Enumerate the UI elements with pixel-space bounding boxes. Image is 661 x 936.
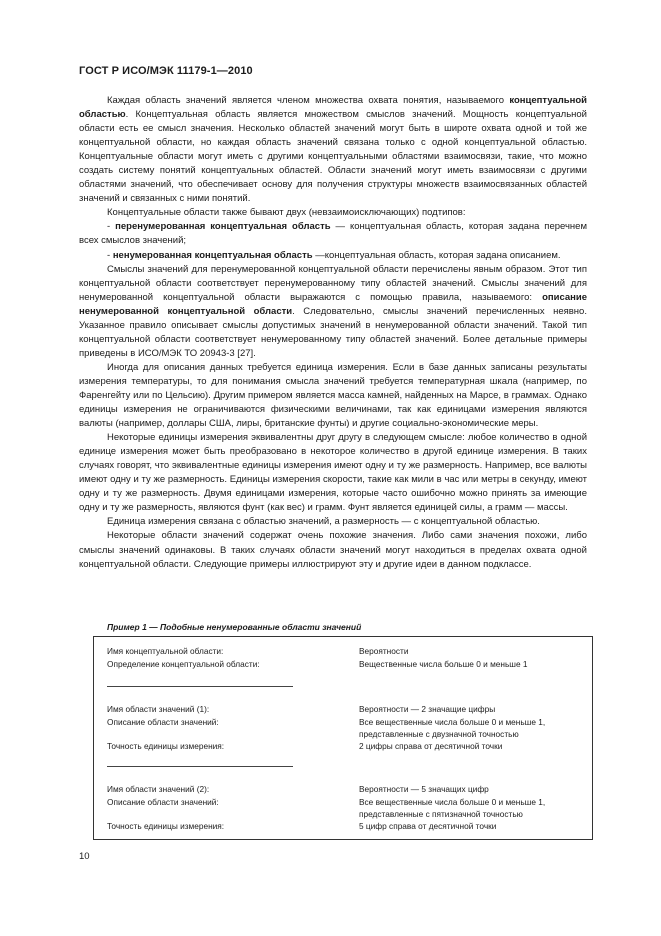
paragraph-unit-of-measure: Иногда для описания данных требуется единица измерения. Если в базе данных записаны результаты измерения температуры, то для понимания смысла значений требуется температурная шкала (например, по Фаренгейту или по Цельсию). Другим примером является масса камней, найденных на Марсе, в граммах. Однако единицы измерения не ограничиваются физическими величинами, так как единицами измерения являются валюты (например, доллары США, лиры, британские фунты) и другие социально-экономические меры. [79,361,587,430]
term-conceptual-domain: концептуальной областью [79,95,587,121]
example-title: Пример 1 — Подобные ненумерованные области значений [107,622,362,632]
example-value: представленные с пятизначной точностью [359,809,523,819]
paragraph-conceptual-domain [79,94,587,206]
list-item-non-enumerated [79,249,587,263]
body-text [79,94,587,572]
example-label: Определение концептуальной области: [107,659,260,669]
paragraph-similar-domains: Некоторые области значений содержат очень похожие значения. Либо сами значения похожи, либо смыслы значений одинаковы. В таких случаях области значений могут находиться в пределах охвата одной концептуальной области. Следующие примеры иллюстрируют эту и другие идеи в данном подклассе. [79,530,587,570]
example-label: Имя области значений (1): [107,704,210,714]
separator-line [107,766,293,767]
example-label: Имя концептуальной области: [107,646,224,656]
paragraph-unit-relation: Единица измерения связана с областью значений, а размерность — с концептуальной областью. [107,516,540,528]
example-value: Вещественные числа больше 0 и меньше 1 [359,659,528,669]
list-item-enumerated [79,220,587,248]
example-value: 2 цифры справа от десятичной точки [359,741,503,751]
paragraph-subtypes: Концептуальные области также бывают двух (невзаимоисключающих) подтипов: [107,207,466,219]
paragraph-dimensionality: Некоторые единицы измерения эквивалентны друг другу в следующем смысле: любое количество в одной единице измерения может быть преобразовано в некоторое количество в другой единице измерения. В таких случаях говорят, что эквивалентные единицы измерения имеют одну и ту же размерность. Например, все валюты имеют одну и ту же размерность. Единицы измерения скорости, такие как мили в час или метры в секунду, имеют одну и ту же размерность. Двумя единицами измерения, которые часто ошибочно можно принять за имеющие одну и ту же размерность, являются фунт (как вес) и грамм. Фунт является единицей силы, а грамм — массы. [79,432,587,514]
text-span: Смыслы значений для перенумерованной концептуальной области перечислены явным образом. Этот тип концептуальной области соответствует перенумерованному типу областей значений. Смыслы значений для ненумерованной концептуальной области выражаются с помощью правила, называемого: [79,263,587,303]
example-value: представленные с двузначной точностью [359,729,519,739]
term-non-enumerated-conceptual-domain: ненумерованная концептуальная область [112,249,313,261]
text-span: Каждая область значений является членом множества охвата понятия, называемого [107,95,510,106]
example-label: Точность единицы измерения: [107,741,225,751]
text-span: . Следовательно, смыслы значений перечисленных неявно. Указанное правило описывает смыслы допустимых значений в ненумерованной области значений. Такой тип концептуальной области соответствует ненумерованному типу областей значений. Более детальные примеры приведены в ИСО/МЭК ТО 20943-3 [27]. [79,305,587,359]
example-value: Все вещественные числа больше 0 и меньше 1, [359,797,546,807]
example-label: Точность единицы измерения: [107,821,225,831]
example-value: Вероятности [359,646,409,656]
paragraph-value-meanings [79,263,587,361]
list-dash: - [107,221,116,233]
page-number: 10 [79,851,90,862]
document-header: ГОСТ Р ИСО/МЭК 11179-1—2010 [79,65,253,77]
example-box [93,636,593,840]
example-label: Описание области значений: [107,717,219,727]
example-value: 5 цифр справа от десятичной точки [359,821,497,831]
example-label: Имя области значений (2): [107,784,210,794]
example-value: Вероятности — 5 значащих цифр [359,784,489,794]
example-value: Вероятности — 2 значащие цифры [359,704,496,714]
example-value: Все вещественные числа больше 0 и меньше 1, [359,717,546,727]
example-label: Описание области значений: [107,797,219,807]
text-span: . Концептуальная область является множеством смыслов значений. Мощность концептуальной области есть ее смысл значения. Несколько областей значений могут быть в широте охвата одной и той же концептуальной области, но каждая область значений связана только с одной концептуальной областью. Концептуальные области могут иметь с другими концептуальными областями взаимосвязи, такие, что можно создать систему понятий концептуальных областей. Области значений могут иметь взаимосвязи с другими областями значений, что обеспечивает основу для получения структуры множеств взаимосвязанных областей значений и связанных с ними понятий. [79,109,587,205]
term-enumerated-conceptual-domain: перенумерованная концептуальная область [115,221,331,233]
text-span: — концептуальная область, которая задана перечнем всех смыслов значений; [79,221,587,247]
separator-line [107,686,293,687]
text-span: —концептуальная область, которая задана описанием. [312,249,561,261]
list-dash: - [107,249,113,261]
term-description: описание ненумерованной концептуальной области [79,291,587,317]
